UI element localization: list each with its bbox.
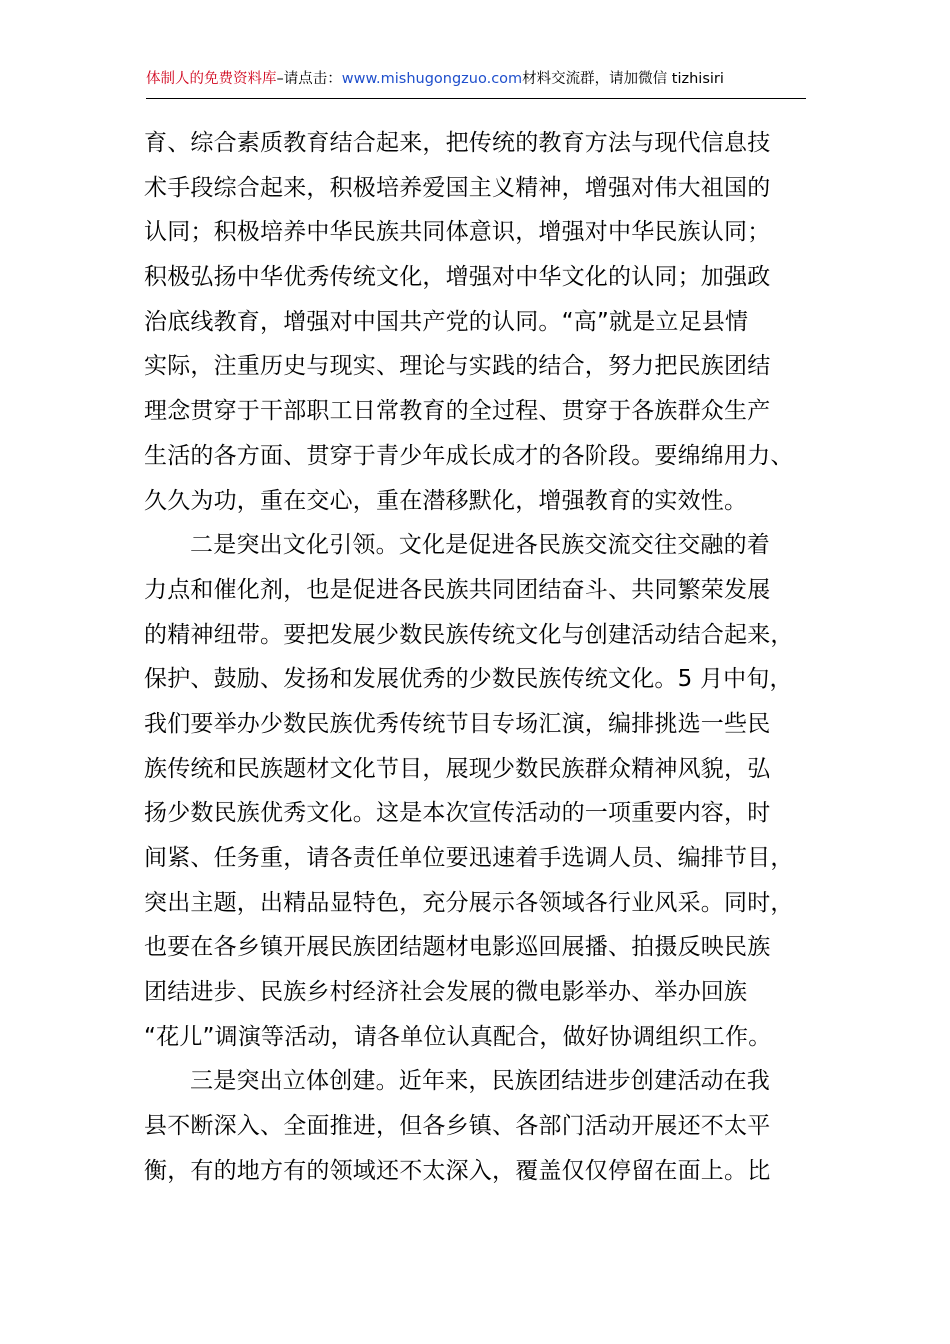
text-line: 也要在各乡镇开展民族团结题材电影巡回展播、拍摄反映民族	[144, 934, 771, 961]
text-line: 突出主题，出精品显特色，充分展示各领域各行业风采。同时，	[144, 889, 794, 916]
text-line: 生活的各方面、贯穿于青少年成长成才的各阶段。要绵绵用力、	[144, 442, 794, 469]
header-link[interactable]: www.mishugongzuo.com	[341, 71, 523, 87]
text-line: 术手段综合起来，积极培养爱国主义精神，增强对伟大祖国的	[144, 174, 771, 201]
text-line: 扬少数民族优秀文化。这是本次宣传活动的一项重要内容，时	[144, 800, 771, 827]
document-body	[144, 121, 824, 1194]
text-line: 我们要举办少数民族优秀传统节目专场汇演，编排挑选一些民	[144, 710, 771, 737]
text-line: 团结进步、民族乡村经济社会发展的微电影举办、举办回族	[144, 979, 748, 1006]
text-line: 保护、鼓励、发扬和发展优秀的少数民族传统文化。5 月中旬，	[144, 666, 793, 693]
text-line: 间紧、任务重，请各责任单位要迅速着手选调人员、编排节目，	[144, 845, 794, 871]
header-brand: 体制人的免费资料库	[146, 71, 277, 87]
text-line: 治底线教育，增强对中国共产党的认同。“高”就是立足县情	[144, 308, 749, 335]
text-line: 认同；积极培养中华民族共同体意识，增强对中华民族认同；	[144, 219, 771, 246]
text-line: 实际，注重历史与现实、理论与实践的结合，努力把民族团结	[144, 353, 771, 380]
text-line: 族传统和民族题材文化节目，展现少数民族群众精神风貌，弘	[144, 755, 771, 782]
paragraph-start-line: 二是突出文化引领。文化是促进各民族交流交往交融的着	[190, 532, 770, 559]
text-line: 积极弘扬中华优秀传统文化，增强对中华文化的认同；加强政	[144, 264, 771, 291]
text-line: 力点和催化剂，也是促进各民族共同团结奋斗、共同繁荣发展	[144, 576, 771, 603]
text-line: 县不断深入、全面推进，但各乡镇、各部门活动开展还不太平	[144, 1113, 771, 1140]
text-line: 的精神纽带。要把发展少数民族传统文化与创建活动结合起来，	[144, 621, 794, 648]
header-prompt: 请点击：	[283, 71, 342, 87]
header-dash: –	[276, 71, 284, 87]
text-line: 衡，有的地方有的领域还不太深入，覆盖仅仅停留在面上。比	[144, 1157, 771, 1184]
header-contact: 材料交流群，请加微信 tizhisiri	[522, 71, 724, 87]
page-header	[146, 64, 806, 99]
text-line: 育、综合素质教育结合起来，把传统的教育方法与现代信息技	[144, 130, 771, 156]
text-line: 久久为功，重在交心，重在潜移默化，增强教育的实效性。	[144, 487, 748, 514]
paragraph-start-line: 三是突出立体创建。近年来，民族团结进步创建活动在我	[190, 1068, 770, 1095]
text-line: “花儿”调演等活动，请各单位认真配合，做好协调组织工作。	[144, 1023, 772, 1050]
text-line: 理念贯穿于干部职工日常教育的全过程、贯穿于各族群众生产	[144, 398, 771, 425]
